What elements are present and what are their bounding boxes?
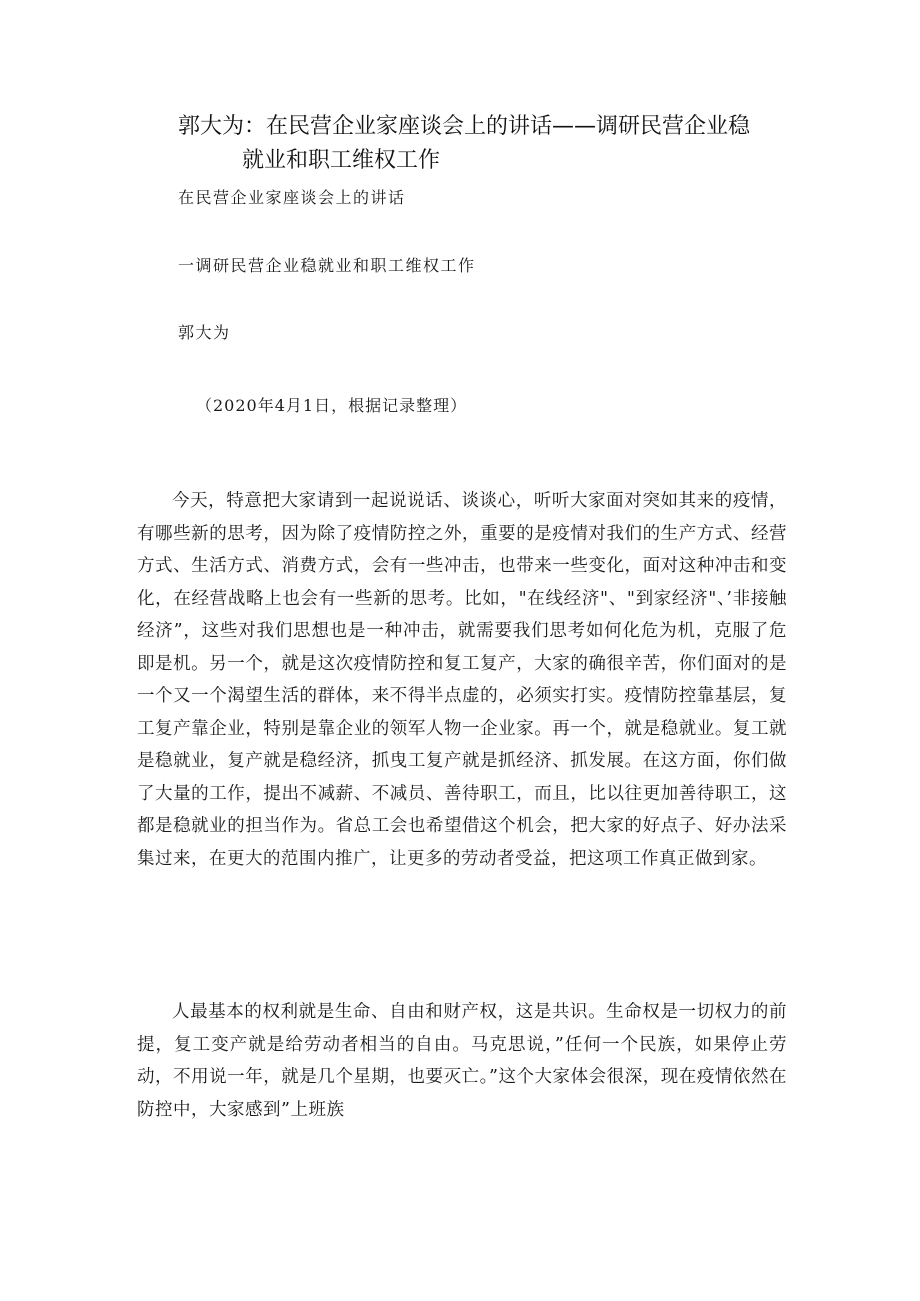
body-paragraph-1: 今天，特意把大家请到一起说说话、谈谈心，听听大家面对突如其来的疫情，有哪些新的思考，因为除了疫情防控之外，重要的是疫情对我们的生产方式、经营方式、生活方式、消费方式，会有一些冲击，也带来一些变化，面对这种冲击和变化，在经营战略上也会有一些新的思考。比如，"在线经济"、"到家经济"、’非接触经济”，这些对我们思想也是一种冲击，就需要我们思考如何化危为机，克服了危即是机。另一个，就是这次疫情防控和复工复产，大家的确很辛苦，你们面对的是一个又一个渴望生活的群体，来不得半点虚的，必须实打实。疫情防控靠基层，复工复产靠企业，特别是靠企业的领军人物一企业家。再一个，就是稳就业。复工就是稳就业，复产就是稳经济，抓曳工复产就是抓经济、抓发展。在这方面，你们做了大量的工作，提出不减薪、不减员、善待职工，而且，比以往更加善待职工，这都是稳就业的担当作为。省总工会也希望借这个机会，把大家的好点子、好办法采集过来，在更大的范围内推广，让更多的劳动者受益，把这项工作真正做到家。: [137, 491, 787, 869]
date-note: （2020年4月1日，根据记录整理）: [196, 396, 468, 415]
document-title: [178, 110, 798, 178]
author-name: 郭大为: [178, 323, 231, 342]
body-paragraph-2: 人最基本的权利就是生命、自由和财产权，这是共识。生命权是一切权力的前提，复工变产就是给劳动者相当的自由。马克思说，”任何一个民族，如果停止劳动，不用说一年，就是几个星期，也要灭亡。”这个大家体会很深，现在疫情依然在防控中，大家感到”上班族: [137, 1002, 787, 1120]
subtitle-topic: 一调研民营企业稳就业和职工维权工作: [178, 256, 476, 275]
title-line-1: 郭大为：在民营企业家座谈会上的讲话——调研民营企业稳: [178, 114, 751, 139]
title-line-2: 就业和职工维权工作: [242, 148, 441, 173]
subtitle-speech: 在民营企业家座谈会上的讲话: [178, 188, 406, 207]
